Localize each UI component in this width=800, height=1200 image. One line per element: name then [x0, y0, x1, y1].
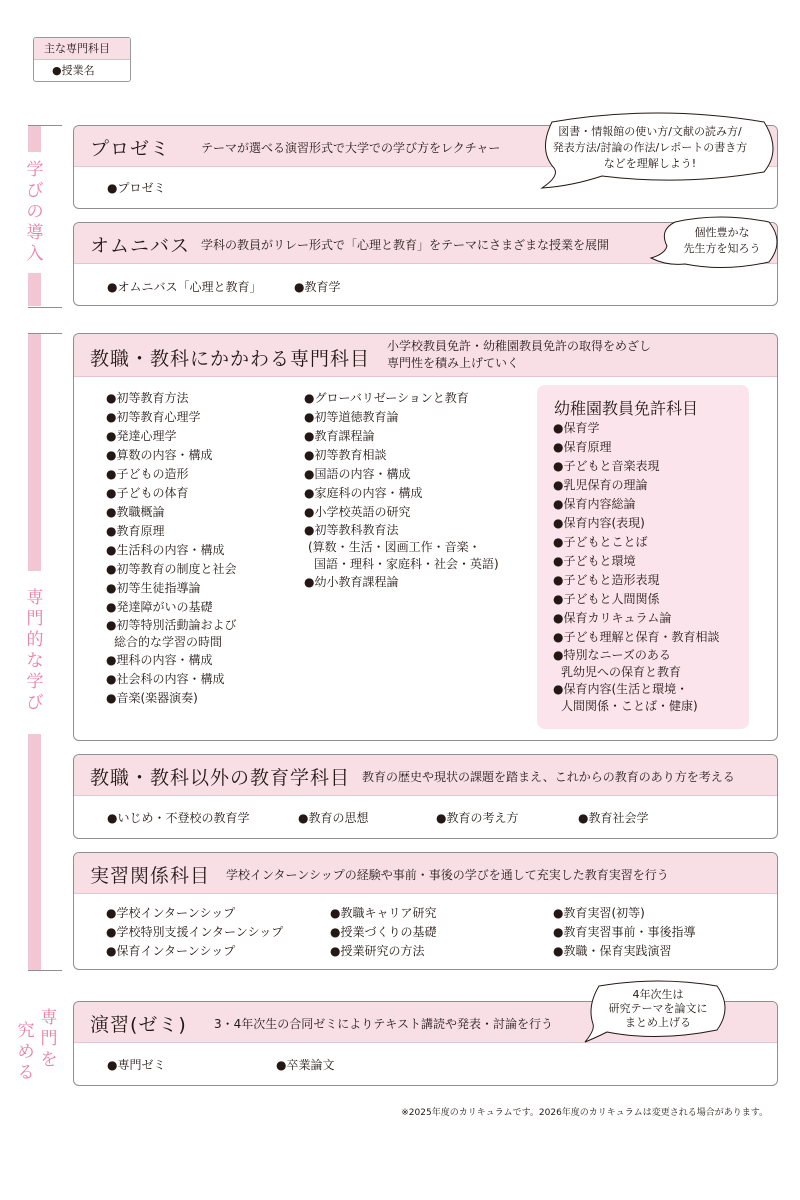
card-title: プロゼミ — [90, 138, 171, 160]
course-item: ●授業研究の方法 — [330, 944, 425, 958]
card-description: 学科の教員がリレー形式で「心理と教育」をテーマにさまざまな授業を展開 — [201, 238, 610, 252]
course-item: ●プロゼミ — [107, 181, 166, 195]
card-title: 実習関係科目 — [90, 865, 211, 887]
course-item: ●発達障がいの基礎 — [106, 600, 213, 614]
card-description: 3・4年次生の合同ゼミによりテキスト講読や発表・討論を行う — [214, 1017, 554, 1031]
course-item: ●初等教科教育法 — [304, 523, 399, 537]
course-item: ●発達心理学 — [106, 429, 177, 443]
course-item-continued: 国語・理科・家庭科・社会・英語) — [314, 557, 499, 571]
course-item: ●保育内容総論 — [553, 497, 636, 511]
card-other-education — [73, 754, 778, 839]
speech-bubble-omnibus — [670, 225, 774, 257]
legend-header: 主な専門科目 — [34, 38, 130, 60]
course-item: ●保育学 — [553, 421, 600, 435]
course-item: ●幼小教育課程論 — [304, 575, 399, 589]
rule — [28, 307, 62, 308]
specialized-bar-top — [28, 334, 41, 571]
kindergarten-license-title: 幼稚園教員免許科目 — [554, 399, 699, 418]
course-item: ●学校インターンシップ — [106, 906, 236, 920]
practice-col3 — [553, 904, 695, 961]
course-item: ●教育の思想 — [298, 811, 369, 825]
course-item: ●子どもと造形表現 — [553, 573, 660, 587]
course-item: ●小学校英語の研究 — [304, 505, 411, 519]
course-item: ●家庭科の内容・構成 — [304, 486, 423, 500]
course-item: ●音楽(楽器演奏) — [106, 691, 198, 705]
course-item: ●初等特別活動論および — [106, 618, 237, 632]
course-item: ●社会科の内容・構成 — [106, 672, 225, 686]
card-title: 教職・教科にかかわる専門科目 — [90, 348, 371, 370]
course-item: ●グローバリゼーションと教育 — [304, 391, 469, 405]
rule — [28, 125, 62, 126]
bubble-line: などを理解しよう! — [603, 157, 697, 170]
course-item: ●卒業論文 — [276, 1058, 335, 1072]
kyoshoku-col1 — [106, 389, 236, 708]
bubble-line: 発表方法/討論の作法/レポートの書き方 — [552, 141, 748, 154]
course-item: ●生活科の内容・構成 — [106, 543, 225, 557]
course-item: ●乳児保育の理論 — [553, 478, 648, 492]
side-label-intro: 学びの導入 — [26, 160, 44, 264]
side-label-deepen-col2: 究める — [17, 1021, 35, 1083]
intro-bar-bottom — [28, 273, 41, 306]
course-item: ●子どもと環境 — [553, 554, 636, 568]
card-description — [387, 338, 651, 372]
course-item: ●保育インターンシップ — [106, 944, 236, 958]
course-item: ●保育原理 — [553, 440, 612, 454]
bubble-line: まとめ上げる — [625, 1016, 691, 1029]
kyoshoku-col3 — [553, 419, 719, 715]
bubble-line: 図書・情報館の使い方/文献の読み方/ — [558, 125, 742, 138]
course-item: ●専門ゼミ — [107, 1058, 166, 1072]
practice-col2 — [330, 904, 436, 961]
course-item: ●子どもと人間関係 — [553, 592, 660, 606]
course-item: ●初等教育方法 — [106, 391, 189, 405]
course-item: ●子ども理解と保育・教育相談 — [553, 630, 720, 644]
kyoshoku-col2 — [304, 389, 499, 592]
course-item: ●初等教育の制度と社会 — [106, 562, 237, 576]
intro-bar-top — [28, 126, 41, 152]
bubble-line: 個性豊かな — [694, 226, 750, 239]
course-item: ●学校特別支援インターンシップ — [106, 925, 284, 939]
course-item: ●初等道徳教育論 — [304, 410, 399, 424]
course-item-continued: 人間関係・ことば・健康) — [561, 699, 698, 713]
desc-line: 小学校教員免許・幼稚園教員免許の取得をめざし — [387, 339, 652, 353]
course-item: ●特別なニーズのある — [553, 648, 671, 662]
side-label-specialized: 専門的な学び — [26, 588, 44, 713]
course-item: ●授業づくりの基礎 — [330, 925, 437, 939]
course-item: ●子どもの造形 — [106, 467, 189, 481]
card-description: テーマが選べる演習形式で大学での学び方をレクチャー — [201, 141, 501, 155]
course-item: ●初等教育心理学 — [106, 410, 201, 424]
course-item: ●教育課程論 — [304, 429, 375, 443]
side-label-deepen-col1: 専門を — [40, 1008, 58, 1070]
bubble-line: 研究テーマを論文に — [608, 1002, 708, 1015]
course-item: ●教育実習事前・事後指導 — [553, 925, 696, 939]
card-title: 演習(ゼミ) — [90, 1014, 187, 1036]
course-item: ●初等教育相談 — [304, 448, 387, 462]
course-item-continued: 乳幼児への保育と教育 — [561, 665, 682, 679]
course-item: ●教育の考え方 — [436, 811, 519, 825]
course-item: ●教職概論 — [106, 505, 165, 519]
legend — [33, 37, 131, 82]
bubble-line: 4年次生は — [632, 988, 684, 1001]
course-item: ●教育実習(初等) — [553, 906, 645, 920]
course-item-continued: 総合的な学習の時間 — [114, 635, 223, 649]
course-item: ●算数の内容・構成 — [106, 448, 213, 462]
course-item: ●教職キャリア研究 — [330, 906, 437, 920]
footnote: ※2025年度のカリキュラムです。2026年度のカリキュラムは変更される場合があります。 — [401, 1108, 768, 1118]
card-description: 教育の歴史や現状の課題を踏まえ、これからの教育のあり方を考える — [362, 770, 735, 784]
course-item: ●理科の内容・構成 — [106, 653, 213, 667]
course-item: ●いじめ・不登校の教育学 — [107, 811, 250, 825]
course-item: ●教育社会学 — [578, 811, 649, 825]
course-item: ●初等生徒指導論 — [106, 581, 201, 595]
course-item: ●保育内容(生活と環境・ — [553, 682, 689, 696]
card-description: 学校インターンシップの経験や事前・事後の学びを通して充実した教育実習を行う — [226, 868, 669, 882]
course-item-continued: (算数・生活・図画工作・音楽・ — [308, 540, 481, 554]
practice-col1 — [106, 904, 283, 961]
course-item: ●子どもの体育 — [106, 486, 189, 500]
course-item: ●保育カリキュラム論 — [553, 611, 672, 625]
bubble-line: 先生方を知ろう — [683, 242, 761, 255]
rule — [28, 970, 62, 971]
course-item: ●教育学 — [294, 280, 341, 294]
course-item: ●保育内容(表現) — [553, 516, 645, 530]
rule — [28, 333, 62, 334]
legend-item: ●授業名 — [52, 64, 95, 77]
course-item: ●オムニバス「心理と教育」 — [107, 280, 262, 294]
desc-line: 専門性を積み上げていく — [387, 356, 520, 370]
card-title: オムニバス — [90, 235, 191, 257]
course-item: ●子どもとことば — [553, 535, 648, 549]
course-item: ●教職・保育実践演習 — [553, 944, 672, 958]
speech-bubble-seminar — [598, 988, 718, 1030]
course-item: ●子どもと音楽表現 — [553, 459, 660, 473]
specialized-bar-bottom — [28, 734, 41, 970]
card-title: 教職・教科以外の教育学科目 — [90, 767, 351, 789]
course-item: ●国語の内容・構成 — [304, 467, 411, 481]
speech-bubble-prozemi — [540, 124, 760, 172]
course-item: ●教育原理 — [106, 524, 165, 538]
